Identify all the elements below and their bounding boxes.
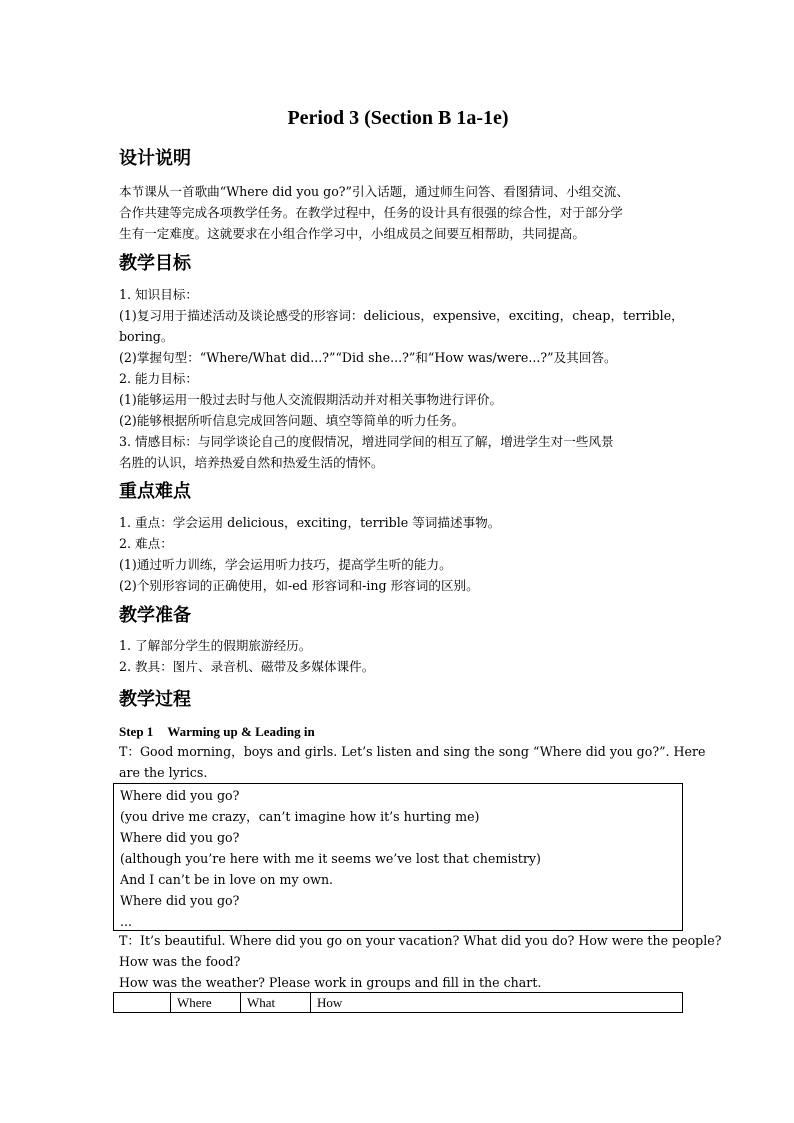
- text-line: 生有一定难度。这就要求在小组合作学习中，小组成员之间要互相帮助，共同提高。: [119, 226, 585, 241]
- text-line: boring。: [119, 329, 174, 344]
- step-title: Warming up & Leading in: [167, 724, 315, 739]
- lyric-line: Where did you go?: [120, 788, 240, 803]
- lyrics-box: [113, 783, 683, 931]
- table-header-what: What: [241, 993, 311, 1013]
- step-label: Step 1: [119, 724, 154, 739]
- text-line: 1. 知识目标：: [119, 287, 198, 302]
- text-line: 1. 了解部分学生的假期旅游经历。: [119, 638, 312, 653]
- text-line: 3. 情感目标：与同学谈论自己的度假情况，增进同学间的相互了解，增进学生对一些风景: [119, 434, 614, 449]
- text-line: T：Good morning，boys and girls. Let’s listen and sing the song “Where did you go?”. Here: [119, 744, 706, 759]
- text-line: 2. 难点：: [119, 536, 173, 551]
- process-intro: [119, 741, 706, 783]
- text-line: 2. 教具：图片、录音机、磁带及多媒体课件。: [119, 659, 375, 674]
- section-body-goals: [119, 284, 689, 473]
- section-heading-process: 教学过程: [119, 689, 191, 710]
- process-after-lyrics: [119, 930, 722, 993]
- text-line: (1)复习用于描述活动及谈论感受的形容词：delicious，expensive，exciting，cheap，terrible，: [119, 308, 684, 323]
- section-heading-preparation: 教学准备: [119, 605, 191, 626]
- text-line: 1. 重点：学会运用 delicious，exciting，terrible 等词描述事物。: [119, 515, 501, 530]
- lyric-line: Where did you go?: [120, 830, 240, 845]
- text-line: (2)个别形容词的正确使用，如-ed 形容词和-ing 形容词的区别。: [119, 578, 479, 593]
- text-line: (2)掌握句型：“Where/What did...?”“Did she...?”和“How was/were...?”及其回答。: [119, 350, 617, 365]
- text-line: How was the food?: [119, 954, 241, 969]
- text-line: are the lyrics.: [119, 765, 208, 780]
- section-body-design: [119, 181, 689, 244]
- table-header-where: Where: [171, 993, 241, 1013]
- table-cell: [114, 993, 171, 1013]
- vacation-chart: [113, 992, 683, 1013]
- step-heading: [119, 721, 315, 742]
- text-line: T：It’s beautiful. Where did you go on your vacation? What did you do? How were the people?: [119, 933, 722, 948]
- section-heading-keypoints: 重点难点: [119, 481, 191, 502]
- lyric-line: And I can’t be in love on my own.: [120, 872, 334, 887]
- lyrics: [120, 785, 690, 932]
- text-line: 2. 能力目标：: [119, 371, 198, 386]
- text-line: How was the weather? Please work in groups and fill in the chart.: [119, 975, 542, 990]
- text-line: 本节课从一首歌曲“Where did you go?”引入话题，通过师生问答、看图猜词、小组交流、: [119, 184, 630, 199]
- table-header-how: How: [311, 993, 683, 1013]
- text-line: 合作共建等完成各项教学任务。在教学过程中，任务的设计具有很强的综合性，对于部分学: [119, 205, 623, 220]
- section-heading-design: 设计说明: [119, 148, 191, 169]
- lyric-line: (you drive me crazy，can’t imagine how it’s hurting me): [120, 809, 480, 824]
- text-line: (1)通过听力训练，学会运用听力技巧，提高学生听的能力。: [119, 557, 452, 572]
- text-line: (1)能够运用一般过去时与他人交流假期活动并对相关事物进行评价。: [119, 392, 503, 407]
- section-body-keypoints: [119, 512, 689, 596]
- lyric-line: ...: [120, 914, 133, 929]
- page-title: Period 3 (Section B 1a-1e): [287, 107, 509, 129]
- lyric-line: Where did you go?: [120, 893, 240, 908]
- lyric-line: (although you’re here with me it seems we’ve lost that chemistry): [120, 851, 541, 866]
- text-line: 名胜的认识，培养热爱自然和热爱生活的情怀。: [119, 455, 384, 470]
- text-line: (2)能够根据所听信息完成回答问题、填空等简单的听力任务。: [119, 413, 465, 428]
- table-row: [114, 993, 683, 1013]
- section-heading-goals: 教学目标: [119, 253, 191, 274]
- section-body-preparation: [119, 635, 689, 677]
